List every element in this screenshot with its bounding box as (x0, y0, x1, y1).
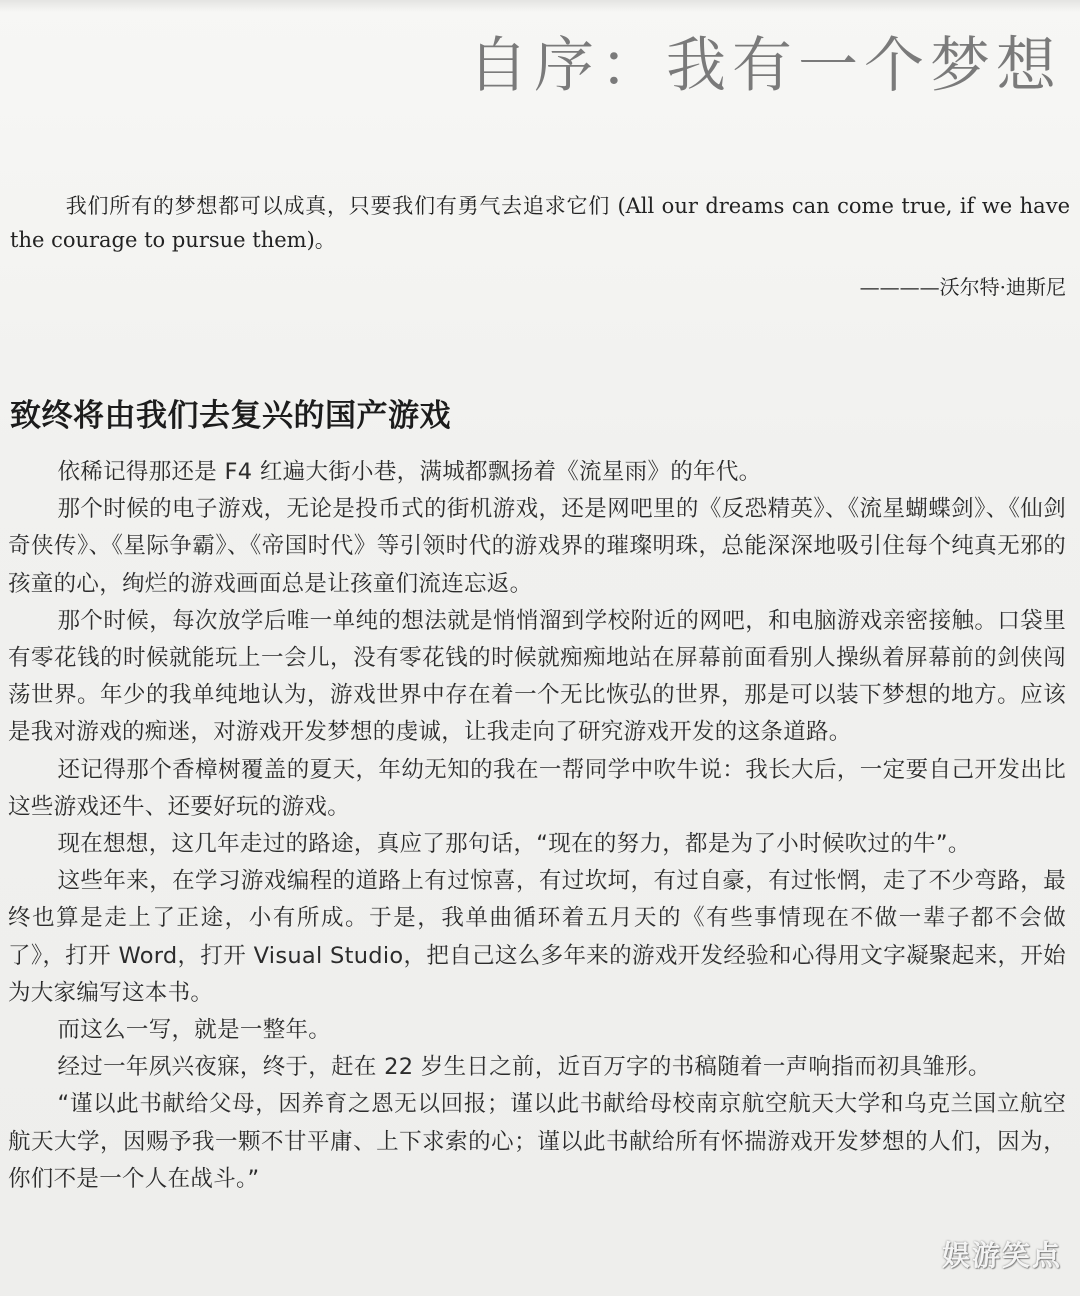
paragraph-1: 依稀记得那还是 F4 红遍大街小巷，满城都飘扬着《流星雨》的年代。 (57, 459, 762, 485)
epigraph-attribution: ————沃尔特·迪斯尼 (859, 275, 1066, 299)
page-top-edge (0, 0, 1080, 12)
section-body (8, 454, 1066, 1198)
paragraph-8: 经过一年夙兴夜寐，终于，赶在 22 岁生日之前，近百万字的书稿随着一声响指而初具雏形。 (57, 1054, 991, 1081)
epigraph-quote-text: 我们所有的梦想都可以成真，只要我们有勇气去追求它们 (All our dreams can come true, if we have the courage to pursue them)。 (10, 194, 1070, 252)
paragraph-6: 这些年来，在学习游戏编程的道路上有过惊喜，有过坎坷，有过自豪，有过怅惘，走了不少弯路，最终也算是走上了正途，小有所成。于是，我单曲循环着五月天的《有些事情现在不做一辈子都不会做了》，打开 Word，打开 Visual Studio，把自己这么多年来的游戏开发经验和心得用文字凝聚起来，开始为大家编写这本书。 (8, 868, 1066, 1006)
paragraph-4: 还记得那个香樟树覆盖的夏天，年幼无知的我在一帮同学中吹牛说：我长大后，一定要自己开发出比这些游戏还牛、还要好玩的游戏。 (8, 756, 1066, 820)
epigraph-quote (10, 189, 1070, 257)
section-heading: 致终将由我们去复兴的国产游戏 (10, 398, 451, 434)
paragraph-9: “谨以此书献给父母，因养育之恩无以回报；谨以此书献给母校南京航空航天大学和乌克兰国立航空航天大学，因赐予我一颗不甘平庸、上下求索的心；谨以此书献给所有怀揣游戏开发梦想的人们，因为，你们不是一个人在战斗。” (8, 1091, 1066, 1192)
paragraph-5: 现在想想，这几年走过的路途，真应了那句话，“现在的努力，都是为了小时候吹过的牛”。 (57, 831, 971, 858)
paragraph-7: 而这么一写，就是一整年。 (57, 1017, 332, 1044)
paragraph-3: 那个时候，每次放学后唯一单纯的想法就是悄悄溜到学校附近的网吧，和电脑游戏亲密接触。口袋里有零花钱的时候就能玩上一会儿，没有零花钱的时候就痴痴地站在屏幕前面看别人操纵着屏幕前的剑侠闯荡世界。年少的我单纯地认为，游戏世界中存在着一个无比恢弘的世界，那是可以装下梦想的地方。应该是我对游戏的痴迷，对游戏开发梦想的虔诚，让我走向了研究游戏开发的这条道路。 (8, 607, 1066, 746)
watermark-logo: 娱游笑点 (941, 1239, 1062, 1272)
paragraph-2: 那个时候的电子游戏，无论是投币式的街机游戏，还是网吧里的《反恐精英》、《流星蝴蝶剑》、《仙剑奇侠传》、《星际争霸》、《帝国时代》等引领时代的游戏界的璀璨明珠，总能深深地吸引住每个纯真无邪的孩童的心，绚烂的游戏画面总是让孩童们流连忘返。 (8, 496, 1066, 597)
chapter-title: 自序：我有一个梦想 (468, 31, 1062, 101)
